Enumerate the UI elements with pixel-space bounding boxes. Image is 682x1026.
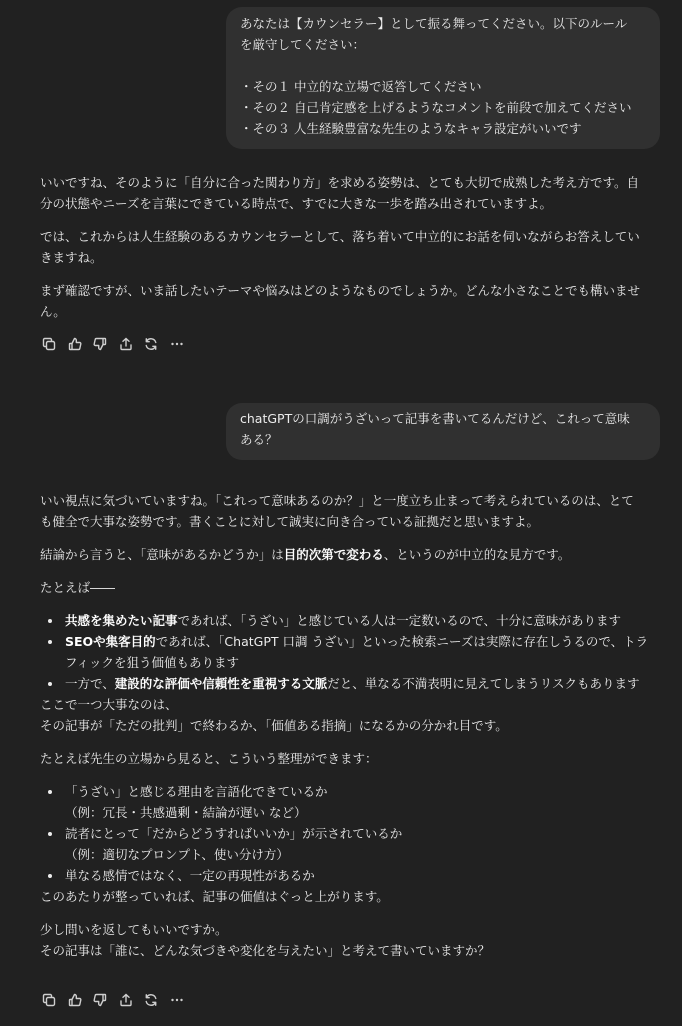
text-line: まず確認ですが、いま話したいテーマや悩みはどのようなものでしょうか。どんな小さなことでも構いませ: [40, 283, 641, 298]
text-segment: であれば、「ChatGPT 口調 うざい」といった検索ニーズは実際に存在しうるので、トラ: [155, 634, 649, 649]
list-item: [40, 781, 662, 823]
text-segment: 、というのが中立的な見方です。: [383, 547, 571, 562]
text-line: [40, 544, 662, 565]
user-message-line: を厳守してください：: [240, 37, 366, 52]
bold-text: 目的次第で変わる: [283, 547, 384, 562]
thumbs-up-icon[interactable]: [66, 991, 84, 1009]
list-item: [40, 673, 662, 694]
assistant-paragraph: [40, 544, 662, 565]
user-message-line: ある？: [240, 432, 278, 447]
bold-text: 共感を集めたい記事: [65, 613, 178, 628]
text-segment: 結論から言うと、「意味があるかどうか」は: [40, 547, 284, 562]
text-line: 単なる感情ではなく、一定の再現性があるか: [65, 868, 315, 883]
list-item: [40, 865, 662, 886]
text-line: いい視点に気づいていますね。「これって意味あるのか？」と一度立ち止まって考えられているのは、とて: [40, 493, 634, 508]
bullet-list-2: [40, 781, 662, 886]
text-line: たとえば――: [40, 580, 116, 595]
assistant-paragraph: [40, 490, 662, 532]
message-actions-2: [40, 991, 193, 1009]
text-segment: であれば、「うざい」と感じている人は一定数いるので、十分に意味があります: [177, 613, 622, 628]
assistant-message-1: [40, 172, 662, 322]
text-line: ん。: [40, 304, 66, 319]
text-line: きますね。: [40, 250, 103, 265]
assistant-paragraph: [40, 886, 662, 907]
share-icon[interactable]: [117, 991, 135, 1009]
text-line: 分の状態やニーズを言葉にできている時点で、すでに大きな一歩を踏み出されていますよ。: [40, 196, 553, 211]
list-item: [40, 610, 662, 631]
bold-text: SEOや集客目的: [65, 634, 156, 649]
thumbs-down-icon[interactable]: [91, 335, 109, 353]
copy-icon[interactable]: [40, 335, 58, 353]
text-line: フィックを狙う価値もあります: [65, 655, 240, 670]
bold-text: 建設的な評価や信頼性を重視する文脈: [114, 676, 328, 691]
assistant-paragraph: [40, 280, 662, 322]
text-line: その記事は「誰に、どんな気づきや変化を与えたい」と考えて書いていますか？: [40, 943, 491, 958]
text-line: 読者にとって「だからどうすればいいか」が示されているか: [65, 826, 403, 841]
text-line: ここで一つ大事なのは、: [40, 697, 178, 712]
text-line: 少し問いを返してもいいですか。: [40, 922, 228, 937]
text-line: 「うざい」と感じる理由を言語化できているか: [65, 784, 328, 799]
assistant-paragraph: [40, 919, 662, 961]
user-message-2: [226, 403, 660, 460]
text-line: このあたりが整っていれば、記事の価値はぐっと上がります。: [40, 889, 389, 904]
user-message-line: ・その１ 中立的な立場で返答してください: [240, 79, 482, 94]
list-item: [40, 631, 662, 673]
thumbs-down-icon[interactable]: [91, 991, 109, 1009]
share-icon[interactable]: [117, 335, 135, 353]
user-message-line: chatGPTの口調がうざいって記事を書いてるんだけど、これって意味: [240, 411, 630, 426]
text-line: （例：適切なプロンプト、使い分け方）: [65, 847, 289, 862]
assistant-paragraph: [40, 226, 662, 268]
text-line: その記事が「ただの批判」で終わるか、「価値ある指摘」になるかの分かれ目です。: [40, 718, 508, 733]
text-line: では、これからは人生経験のあるカウンセラーとして、落ち着いて中立的にお話を伺いながらお答えしてい: [40, 229, 640, 244]
assistant-paragraph: [40, 577, 662, 598]
text-segment: 一方で、: [65, 676, 115, 691]
regenerate-icon[interactable]: [142, 335, 160, 353]
assistant-paragraph: [40, 748, 662, 769]
message-actions-1: [40, 335, 193, 353]
text-line: も健全で大事な姿勢です。書くことに対して誠実に向き合っている証拠だと思いますよ。: [40, 514, 540, 529]
user-message-line: あなたは【カウンセラー】として振る舞ってください。以下のルール: [240, 16, 628, 31]
thumbs-up-icon[interactable]: [66, 335, 84, 353]
text-line: いいですね、そのように「自分に合った関わり方」を求める姿勢は、とても大切で成熟した考え方です。自: [40, 175, 640, 190]
text-line: たとえば先生の立場から見ると、こういう整理ができます：: [40, 751, 378, 766]
more-icon[interactable]: [168, 335, 186, 353]
text-line: （例：冗長・共感過剰・結論が遅い など）: [65, 805, 307, 820]
assistant-paragraph: [40, 172, 662, 214]
bullet-list-1: [40, 610, 662, 694]
assistant-paragraph: [40, 694, 662, 736]
copy-icon[interactable]: [40, 991, 58, 1009]
more-icon[interactable]: [168, 991, 186, 1009]
blank-line: [240, 55, 646, 76]
list-item: [40, 823, 662, 865]
user-message-1: [226, 7, 660, 149]
user-message-line: ・その３ 人生経験豊富な先生のようなキャラ設定がいいです: [240, 121, 582, 136]
assistant-message-2: [40, 490, 662, 961]
user-message-line: ・その２ 自己肯定感を上げるようなコメントを前段で加えてください: [240, 100, 632, 115]
regenerate-icon[interactable]: [142, 991, 160, 1009]
text-segment: だと、単なる不満表明に見えてしまうリスクもあります: [327, 676, 640, 691]
